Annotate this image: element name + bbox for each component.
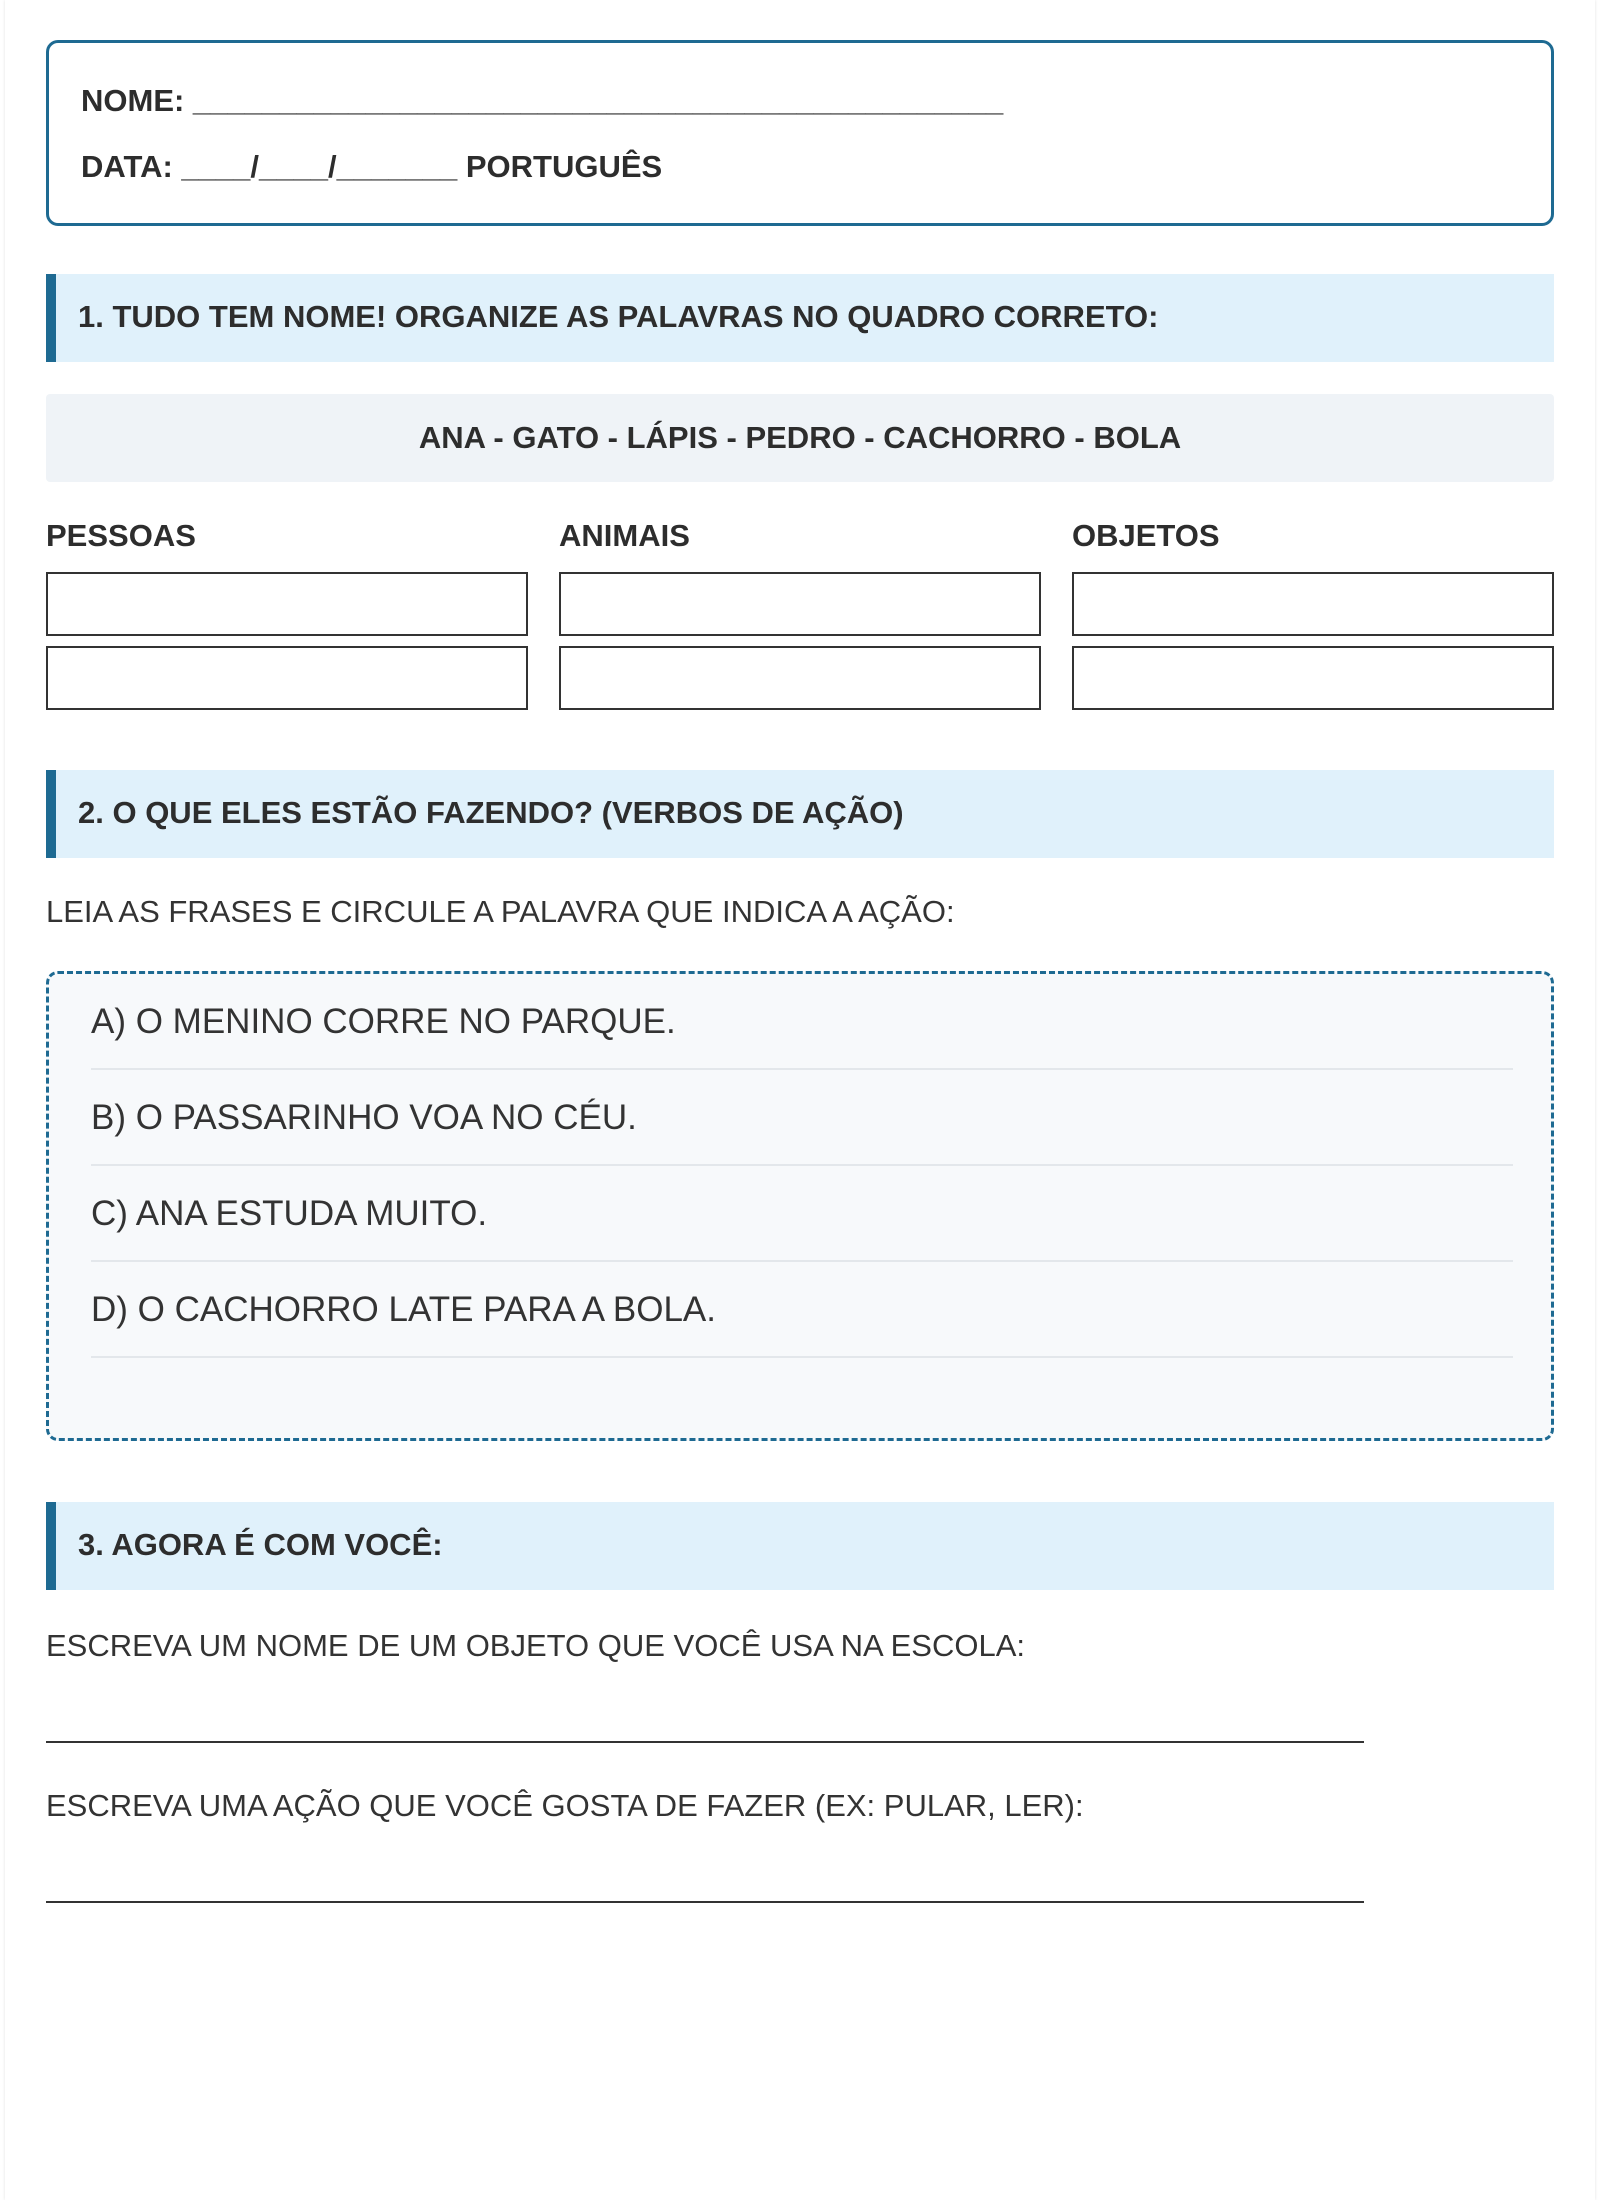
column-header-objetos: OBJETOS xyxy=(1072,518,1220,553)
section-3-header xyxy=(46,1502,1554,1590)
section-3-prompt-object: ESCREVA UM NOME DE UM OBJETO QUE VOCÊ USA NA ESCOLA: xyxy=(46,1628,1026,1663)
sentence-a[interactable]: A) O MENINO CORRE NO PARQUE. xyxy=(91,974,1513,1070)
sentence-d[interactable]: D) O CACHORRO LATE PARA A BOLA. xyxy=(91,1262,1513,1358)
answer-line-action[interactable] xyxy=(46,1901,1364,1903)
worksheet-page xyxy=(5,0,1595,2200)
section-1-title: 1. TUDO TEM NOME! ORGANIZE AS PALAVRAS NO QUADRO CORRETO: xyxy=(78,299,1159,334)
column-header-pessoas: PESSOAS xyxy=(46,518,196,553)
date-field[interactable]: DATA: ____/____/_______ PORTUGUÊS xyxy=(81,149,663,184)
answer-cell-pessoas-1[interactable] xyxy=(46,572,528,636)
column-header-animais: ANIMAIS xyxy=(559,518,690,553)
sentence-c[interactable]: C) ANA ESTUDA MUITO. xyxy=(91,1166,1513,1262)
section-1-header xyxy=(46,274,1554,362)
answer-cell-objetos-1[interactable] xyxy=(1072,572,1554,636)
sentences-box xyxy=(46,971,1554,1441)
sentence-b[interactable]: B) O PASSARINHO VOA NO CÉU. xyxy=(91,1070,1513,1166)
answer-cell-objetos-2[interactable] xyxy=(1072,646,1554,710)
section-2-header xyxy=(46,770,1554,858)
section-3-prompt-action: ESCREVA UMA AÇÃO QUE VOCÊ GOSTA DE FAZER (EX: PULAR, LER): xyxy=(46,1788,1084,1823)
section-2-instruction: LEIA AS FRASES E CIRCULE A PALAVRA QUE INDICA A AÇÃO: xyxy=(46,894,955,929)
answer-cell-pessoas-2[interactable] xyxy=(46,646,528,710)
answer-cell-animais-1[interactable] xyxy=(559,572,1041,636)
section-3-title: 3. AGORA É COM VOCÊ: xyxy=(78,1527,443,1562)
name-field[interactable]: NOME: _______________________________________________ xyxy=(81,83,1004,118)
student-info-box xyxy=(46,40,1554,226)
word-bank: ANA - GATO - LÁPIS - PEDRO - CACHORRO - BOLA xyxy=(46,394,1554,482)
answer-cell-animais-2[interactable] xyxy=(559,646,1041,710)
section-2-title: 2. O QUE ELES ESTÃO FAZENDO? (VERBOS DE AÇÃO) xyxy=(78,795,904,830)
answer-line-object[interactable] xyxy=(46,1741,1364,1743)
